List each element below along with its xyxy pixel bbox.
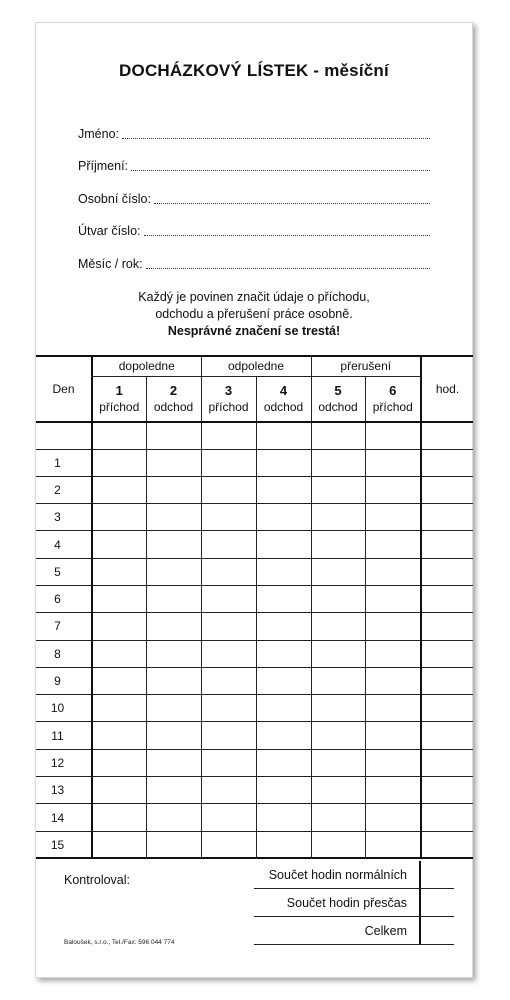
hours-cell[interactable] — [421, 640, 473, 667]
time-cell[interactable] — [365, 476, 421, 503]
column-header: 1 příchod — [92, 376, 146, 422]
hours-cell[interactable] — [421, 722, 473, 749]
table-row — [36, 476, 473, 503]
time-cell[interactable] — [92, 449, 146, 476]
time-cell[interactable] — [311, 613, 365, 640]
time-cell[interactable] — [311, 504, 365, 531]
den-header: Den — [36, 356, 92, 422]
time-cell[interactable] — [146, 831, 201, 858]
day-number: 9 — [36, 667, 92, 694]
time-cell[interactable] — [311, 804, 365, 831]
hours-cell[interactable] — [421, 804, 473, 831]
time-cell[interactable] — [201, 476, 256, 503]
column-header: 6 příchod — [365, 376, 421, 422]
time-cell[interactable] — [146, 667, 201, 694]
time-cell[interactable] — [311, 558, 365, 585]
table-row — [36, 640, 473, 667]
time-cell[interactable] — [146, 722, 201, 749]
table-row — [36, 722, 473, 749]
table-row — [36, 777, 473, 804]
celkem-row[interactable] — [254, 917, 454, 945]
time-cell[interactable] — [92, 640, 146, 667]
time-cell[interactable] — [365, 531, 421, 558]
table-row — [36, 667, 473, 694]
footer — [36, 861, 473, 971]
field-prijmeni[interactable] — [78, 157, 430, 173]
time-cell[interactable] — [201, 667, 256, 694]
table-row — [36, 804, 473, 831]
time-cell[interactable] — [256, 613, 311, 640]
field-jmeno[interactable] — [78, 125, 430, 141]
table-row — [36, 558, 473, 585]
column-header: 4 odchod — [256, 376, 311, 422]
time-cell[interactable] — [365, 667, 421, 694]
hod-header: hod. — [421, 356, 473, 422]
hours-cell[interactable] — [421, 777, 473, 804]
column-header: 3 příchod — [201, 376, 256, 422]
table-row — [36, 695, 473, 722]
field-mesic-rok[interactable] — [78, 255, 430, 271]
time-cell[interactable] — [92, 476, 146, 503]
attendance-table — [36, 355, 473, 859]
time-cell[interactable] — [201, 558, 256, 585]
time-cell[interactable] — [146, 640, 201, 667]
field-osobni-cislo[interactable] — [78, 190, 430, 206]
day-number: 11 — [36, 722, 92, 749]
time-cell[interactable] — [92, 667, 146, 694]
time-cell[interactable] — [146, 449, 201, 476]
time-cell[interactable] — [92, 777, 146, 804]
time-cell[interactable] — [311, 449, 365, 476]
time-cell[interactable] — [256, 504, 311, 531]
time-cell[interactable] — [365, 749, 421, 776]
day-number: 12 — [36, 749, 92, 776]
time-cell[interactable] — [311, 667, 365, 694]
soucet-prescas-row[interactable] — [254, 889, 454, 917]
time-cell[interactable] — [92, 504, 146, 531]
time-cell[interactable] — [256, 777, 311, 804]
time-cell[interactable] — [311, 831, 365, 858]
sheet-title: DOCHÁZKOVÝ LÍSTEK - měsíční — [119, 61, 389, 80]
kontroloval-label: Kontroloval: — [64, 873, 131, 887]
time-cell[interactable] — [201, 449, 256, 476]
notice — [36, 289, 472, 340]
field-mesic-rok-line[interactable] — [146, 258, 430, 269]
time-cell[interactable] — [365, 695, 421, 722]
table-row-blank — [36, 422, 473, 449]
time-cell[interactable] — [365, 804, 421, 831]
day-number: 14 — [36, 804, 92, 831]
field-osobni-cislo-label: Osobní číslo: — [78, 192, 151, 206]
column-header: 2 odchod — [146, 376, 201, 422]
day-number: 8 — [36, 640, 92, 667]
time-cell[interactable] — [256, 831, 311, 858]
hours-cell[interactable] — [421, 531, 473, 558]
table-row — [36, 449, 473, 476]
time-cell[interactable] — [256, 804, 311, 831]
notice-warning: Nesprávné značení se trestá! — [167, 324, 341, 338]
time-cell[interactable] — [92, 695, 146, 722]
group-dopoledne: dopoledne — [92, 356, 201, 376]
table-row — [36, 749, 473, 776]
day-number: 10 — [36, 695, 92, 722]
time-cell[interactable] — [256, 476, 311, 503]
day-number: 4 — [36, 531, 92, 558]
day-number: 1 — [36, 449, 92, 476]
hours-cell[interactable] — [421, 695, 473, 722]
hours-cell[interactable] — [421, 476, 473, 503]
time-cell[interactable] — [311, 476, 365, 503]
time-cell[interactable] — [311, 749, 365, 776]
field-utvar-cislo[interactable] — [78, 222, 430, 238]
hours-cell[interactable] — [421, 613, 473, 640]
time-cell[interactable] — [311, 531, 365, 558]
time-cell[interactable] — [201, 531, 256, 558]
hours-cell[interactable] — [421, 831, 473, 858]
time-cell[interactable] — [201, 504, 256, 531]
day-number: 13 — [36, 777, 92, 804]
time-cell[interactable] — [92, 804, 146, 831]
time-cell[interactable] — [146, 777, 201, 804]
day-number: 6 — [36, 585, 92, 612]
day-number: 5 — [36, 558, 92, 585]
attendance-sheet — [35, 22, 473, 978]
time-cell[interactable] — [201, 640, 256, 667]
time-cell[interactable] — [365, 449, 421, 476]
time-cell[interactable] — [365, 585, 421, 612]
notice-line-2: odchodu a přerušení práce osobně. — [155, 307, 353, 321]
time-cell[interactable] — [92, 722, 146, 749]
time-cell[interactable] — [92, 558, 146, 585]
time-cell[interactable] — [256, 667, 311, 694]
time-cell[interactable] — [201, 804, 256, 831]
soucet-prescas-label: Součet hodin přesčas — [286, 895, 407, 910]
hours-cell[interactable] — [421, 667, 473, 694]
time-cell[interactable] — [365, 777, 421, 804]
time-cell[interactable] — [311, 777, 365, 804]
time-cell[interactable] — [201, 777, 256, 804]
field-utvar-cislo-line[interactable] — [144, 225, 430, 236]
field-mesic-rok-label: Měsíc / rok: — [78, 257, 143, 271]
time-cell[interactable] — [365, 558, 421, 585]
time-cell[interactable] — [146, 585, 201, 612]
time-cell[interactable] — [92, 613, 146, 640]
table-row — [36, 585, 473, 612]
time-cell[interactable] — [256, 531, 311, 558]
day-number: 2 — [36, 476, 92, 503]
time-cell[interactable] — [365, 722, 421, 749]
time-cell[interactable] — [256, 722, 311, 749]
soucet-normalnich-row[interactable] — [254, 861, 454, 889]
time-cell[interactable] — [365, 613, 421, 640]
field-prijmeni-label: Příjmení: — [78, 159, 129, 173]
group-odpoledne: odpoledne — [201, 356, 311, 376]
time-cell[interactable] — [365, 640, 421, 667]
table-row — [36, 531, 473, 558]
day-number: 3 — [36, 504, 92, 531]
field-utvar-cislo-label: Útvar číslo: — [78, 224, 141, 238]
time-cell[interactable] — [92, 585, 146, 612]
time-cell[interactable] — [311, 695, 365, 722]
company-info: Baloušek, s.r.o., Tel./Fax: 596 044 774 — [64, 939, 175, 946]
table-row — [36, 831, 473, 858]
time-cell[interactable] — [201, 749, 256, 776]
time-cell[interactable] — [256, 449, 311, 476]
soucet-normalnich-label: Součet hodin normálních — [268, 867, 407, 882]
hours-cell[interactable] — [421, 504, 473, 531]
column-header: 5 odchod — [311, 376, 365, 422]
time-cell[interactable] — [92, 531, 146, 558]
time-cell[interactable] — [201, 722, 256, 749]
time-cell[interactable] — [201, 695, 256, 722]
day-number: 15 — [36, 831, 92, 858]
time-cell[interactable] — [146, 504, 201, 531]
time-cell[interactable] — [92, 749, 146, 776]
time-cell[interactable] — [146, 695, 201, 722]
time-cell[interactable] — [365, 504, 421, 531]
time-cell[interactable] — [92, 831, 146, 858]
time-cell[interactable] — [256, 558, 311, 585]
time-cell[interactable] — [311, 722, 365, 749]
time-cell[interactable] — [311, 640, 365, 667]
hours-cell[interactable] — [421, 749, 473, 776]
field-osobni-cislo-line[interactable] — [154, 193, 430, 204]
field-prijmeni-line[interactable] — [131, 160, 430, 171]
celkem-label: Celkem — [364, 923, 407, 938]
time-cell[interactable] — [201, 613, 256, 640]
day-rows — [36, 449, 473, 858]
time-cell[interactable] — [365, 831, 421, 858]
time-cell[interactable] — [146, 804, 201, 831]
time-cell[interactable] — [201, 831, 256, 858]
field-jmeno-label: Jméno: — [78, 127, 119, 141]
notice-line-1: Každý je povinen značit údaje o příchodu, — [138, 290, 370, 304]
time-cell[interactable] — [201, 585, 256, 612]
table-row — [36, 504, 473, 531]
hours-cell[interactable] — [421, 449, 473, 476]
time-cell[interactable] — [146, 531, 201, 558]
time-cell[interactable] — [256, 585, 311, 612]
hours-cell[interactable] — [421, 585, 473, 612]
time-cell[interactable] — [256, 749, 311, 776]
time-cell[interactable] — [256, 640, 311, 667]
hours-cell[interactable] — [421, 558, 473, 585]
table-row — [36, 613, 473, 640]
time-cell[interactable] — [146, 558, 201, 585]
time-cell[interactable] — [256, 695, 311, 722]
day-number: 7 — [36, 613, 92, 640]
group-preruseni: přerušení — [311, 356, 421, 376]
field-jmeno-line[interactable] — [122, 128, 430, 139]
time-cell[interactable] — [146, 749, 201, 776]
time-cell[interactable] — [146, 476, 201, 503]
time-cell[interactable] — [146, 613, 201, 640]
time-cell[interactable] — [311, 585, 365, 612]
